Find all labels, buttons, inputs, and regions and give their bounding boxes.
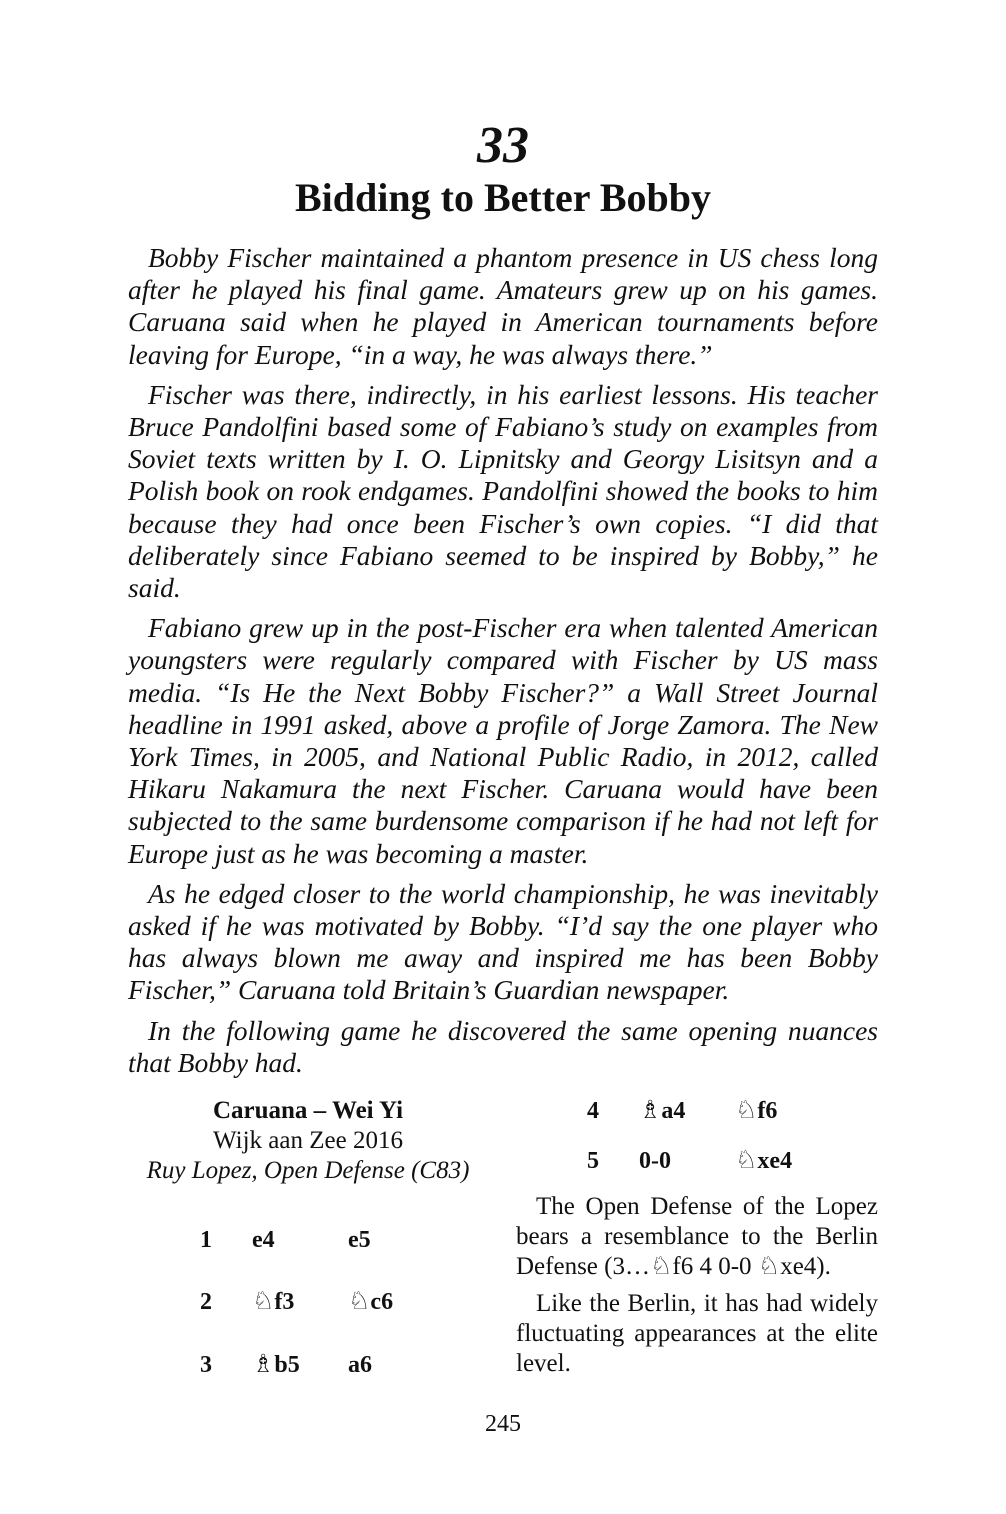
chapter-title: Bidding to Better Bobby: [295, 175, 711, 220]
white-move: [252, 1287, 348, 1317]
paragraph: Bobby Fischer maintained a phantom presence in US chess long after he played his final game. Amateurs grew up on his games. Caruana said when he played in American tournaments before leaving for Europe, “in a way, he was always there.”: [128, 242, 878, 370]
black-move: [348, 1287, 448, 1317]
black-move-text: xe4: [757, 1148, 793, 1174]
paragraph: Fabiano grew up in the post-Fischer era when talented American youngsters were regularly compared with Fischer by US mass media. “Is He the Next Bobby Fischer?” a Wall Street Journal headline in 1991 asked, above a profile of Jorge Zamora. The New York Times, in 2005, and National Public Radio, in 2012, called Hikaru Nakamura the next Fischer. Caruana would have been subjected to the same burdensome comparison if he had not left for Europe just as he was becoming a master.: [128, 612, 878, 869]
knight-icon: ♘: [252, 1288, 275, 1315]
move-row: [587, 1096, 835, 1126]
move-row: [200, 1225, 448, 1255]
white-move: [639, 1146, 735, 1176]
white-move: [252, 1225, 348, 1255]
black-move: [348, 1350, 448, 1380]
black-move-text: a6: [348, 1352, 372, 1378]
chapter-number: 33: [477, 117, 529, 174]
commentary-paragraph: Like the Berlin, it has had widely fluctuating appearances at the elite level.: [516, 1290, 878, 1377]
move-number: 3: [200, 1352, 212, 1378]
black-move: [735, 1146, 835, 1176]
move-row: [200, 1287, 448, 1317]
paragraph: As he edged closer to the world championship, he was inevitably asked if he was motivated by Bobby. “I’d say the one player who has always blown me away and inspired me has been Bobby Fischer,” Caruana told Britain’s Guardian newspaper.: [128, 877, 878, 1006]
bishop-icon: ♗: [639, 1097, 662, 1124]
game-opening: Ruy Lopez, Open Defense (C83): [146, 1157, 470, 1184]
knight-icon: ♘: [735, 1147, 758, 1174]
white-move-text: a4: [661, 1098, 686, 1124]
knight-icon: ♘: [348, 1288, 371, 1315]
black-move-text: f6: [757, 1098, 778, 1124]
bishop-icon: ♗: [252, 1351, 275, 1378]
move-row: [200, 1350, 448, 1380]
black-move-text: e5: [348, 1227, 371, 1253]
page-number: 245: [485, 1411, 521, 1437]
white-move-text: 0-0: [639, 1148, 671, 1174]
white-move-text: f3: [274, 1289, 295, 1315]
game-header: [128, 1096, 488, 1186]
white-move: [252, 1350, 348, 1380]
move-number: 2: [200, 1289, 212, 1315]
body-text: [128, 242, 878, 1087]
move-number: 4: [587, 1098, 599, 1124]
game-players: Caruana – Wei Yi: [212, 1097, 404, 1124]
white-move: [639, 1096, 735, 1126]
commentary-paragraph: The Open Defense of the Lopez bears a resemblance to the Berlin Defense (3…♘f6 4 0-0 ♘xe4).: [516, 1193, 878, 1280]
paragraph: In the following game he discovered the same opening nuances that Bobby had.: [128, 1014, 878, 1078]
white-move-text: e4: [252, 1227, 275, 1253]
move-number: 1: [200, 1227, 212, 1253]
paragraph: Fischer was there, indirectly, in his earliest lessons. His teacher Bruce Pandolfini based some of Fabiano’s study on examples from Soviet texts written by I. O. Lipnitsky and Georgy Lisitsyn and a Polish book on rook endgames. Pandolfini showed the books to him because they had once been Fischer’s own copies. “I did that deliberately since Fabiano seemed to be inspired by Bobby,” he said.: [128, 378, 878, 604]
game-event: Wijk aan Zee 2016: [213, 1127, 403, 1154]
black-move: [348, 1225, 448, 1255]
commentary: [516, 1192, 878, 1386]
black-move: [735, 1096, 835, 1126]
white-move-text: b5: [274, 1352, 300, 1378]
move-row: [587, 1146, 835, 1176]
move-number: 5: [587, 1148, 599, 1174]
black-move-text: c6: [370, 1289, 394, 1315]
knight-icon: ♘: [735, 1097, 758, 1124]
